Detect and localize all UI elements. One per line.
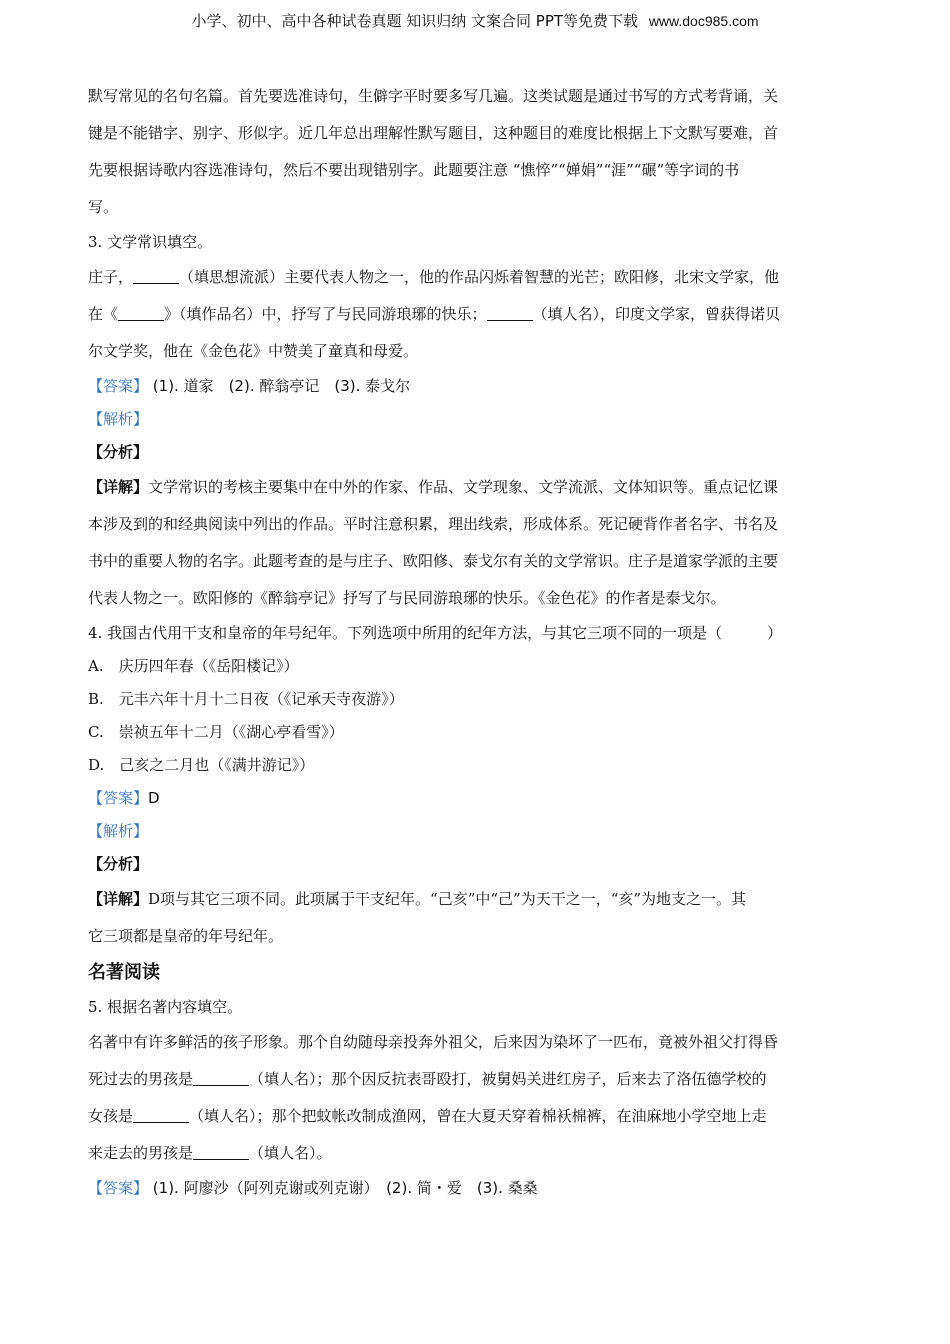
q3-text: （填人名），印度文学家，曾获得诺贝 <box>532 305 781 323</box>
q3-line-3: 尔文学奖，他在《金色花》中赞美了童真和母爱。 <box>88 342 419 360</box>
detail-label: 【详解】 <box>88 890 149 908</box>
page-header <box>0 10 950 31</box>
q5-text: 来走去的男孩是 <box>88 1144 194 1162</box>
header-text: 小学、初中、高中各种试卷真题 知识归纳 文案合同 PPT等免费下载 <box>191 12 639 30</box>
q3-fenxi <box>88 436 868 469</box>
q5-text: （填人名）；那个因反抗表哥殴打，被舅妈关进红房子，后来去了洛伍德学校的 <box>249 1070 767 1088</box>
fenxi-label: 【分析】 <box>88 443 149 461</box>
header-site: www.doc985.com <box>648 13 759 29</box>
q5-line-2 <box>88 1061 868 1098</box>
q5-blank-3 <box>193 1141 249 1160</box>
q3-detail-line: 代表人物之一。欧阳修的《醉翁亭记》抒写了与民同游琅琊的快乐。《金色花》的作者是泰戈尔。 <box>88 589 726 607</box>
q5-line-1: 名著中有许多鲜活的孩子形象。那个自幼随母亲投奔外祖父，后来因为染坏了一匹布，竟被外祖父打得昏 <box>88 1033 779 1051</box>
question-4 <box>88 617 868 955</box>
q4-detail-line: 它三项都是皇帝的年号纪年。 <box>88 927 284 945</box>
answer-text: (1). 道家 (2). 醉翁亭记 (3). 泰戈尔 <box>152 377 411 395</box>
question-5 <box>88 991 868 1205</box>
q3-detail-line: 本涉及到的和经典阅读中列出的作品。平时注意积累，理出线索，形成体系。死记硬背作者名字、书名及 <box>88 515 779 533</box>
detail-label: 【详解】 <box>88 478 149 496</box>
intro-line: 默写常见的名句名篇。首先要选准诗句，生僻字平时要多写几遍。这类试题是通过书写的方式考背诵，关 <box>88 87 779 105</box>
q5-title: 5. 根据名著内容填空。 <box>88 998 243 1016</box>
q4-fenxi <box>88 848 868 881</box>
q5-answer <box>88 1172 868 1205</box>
answer-label: 【答案】 <box>88 1179 149 1197</box>
q3-blank-2 <box>118 302 164 321</box>
answer-label: 【答案】 <box>88 377 149 395</box>
q5-line-4 <box>88 1135 868 1172</box>
q3-line-1 <box>88 259 868 296</box>
q3-text: （填思想流派）主要代表人物之一，他的作品闪烁着智慧的光芒；欧阳修，北宋文学家，他 <box>179 268 780 286</box>
q4-detail-line <box>88 881 868 918</box>
jiexi-label: 【解析】 <box>88 410 149 428</box>
q4-jiexi <box>88 815 868 848</box>
q5-text: 女孩是 <box>88 1107 134 1125</box>
q3-jiexi <box>88 403 868 436</box>
q5-text: （填人名）；那个把蚊帐改制成渔网，曾在大夏天穿着棉袄棉裤，在油麻地小学空地上走 <box>189 1107 767 1125</box>
q3-blank-1 <box>133 265 179 284</box>
q4-option-b: B. 元丰六年十月十二日夜（《记承天寺夜游》） <box>88 690 404 708</box>
detail-text: 文学常识的考核主要集中在中外的作家、作品、文学现象、文学流派、文体知识等。重点记忆课 <box>148 478 779 496</box>
intro-line: 键是不能错字、别字、形似字。近几年总出理解性默写题目，这种题目的难度比根据上下文默写要难，首 <box>88 124 779 142</box>
q3-detail-line <box>88 469 868 506</box>
jiexi-label: 【解析】 <box>88 822 149 840</box>
q4-option-a: A. 庆历四年春（《岳阳楼记》） <box>88 657 299 675</box>
q5-text: （填人名）。 <box>249 1144 332 1162</box>
q3-detail-line: 书中的重要人物的名字。此题考查的是与庄子、欧阳修、泰戈尔有关的文学常识。庄子是道家学派的主要 <box>88 552 779 570</box>
q4-title: 4. 我国古代用干支和皇帝的年号纪年。下列选项中所用的纪年方法，与其它三项不同的一项是（ ） <box>88 624 783 642</box>
q3-text: 》（填作品名）中，抒写了与民同游琅琊的快乐； <box>164 305 487 323</box>
answer-text: D <box>148 789 160 807</box>
intro-line: 写。 <box>88 198 119 216</box>
answer-label: 【答案】 <box>88 789 149 807</box>
q5-blank-2 <box>133 1104 189 1123</box>
q3-answer <box>88 370 868 403</box>
answer-text: (1). 阿廖沙（阿列克谢或列克谢） (2). 简・爱 (3). 桑桑 <box>152 1179 538 1197</box>
q3-text: 庄子， <box>88 268 134 286</box>
detail-text: D项与其它三项不同。此项属于干支纪年。“己亥”中“己”为天干之一，“亥”为地支之一。其 <box>148 890 747 908</box>
q3-line-2 <box>88 296 868 333</box>
q3-text: 在《 <box>88 305 119 323</box>
q4-answer <box>88 782 868 815</box>
intro-line: 先要根据诗歌内容选准诗句，然后不要出现错别字。此题要注意 “憔悴”“婵娟”“涯”“碾”等字词的书 <box>88 161 740 179</box>
fenxi-label: 【分析】 <box>88 855 149 873</box>
q4-option-d: D. 己亥之二月也（《满井游记》） <box>88 756 315 774</box>
document-body <box>88 78 868 1205</box>
q3-blank-3 <box>487 302 533 321</box>
q3-title: 3. 文学常识填空。 <box>88 233 213 251</box>
intro-paragraph <box>88 78 868 226</box>
section-title: 名著阅读 <box>88 962 160 983</box>
q5-blank-1 <box>193 1067 249 1086</box>
q4-option-c: C. 崇祯五年十二月（《湖心亭看雪》） <box>88 723 344 741</box>
question-3 <box>88 226 868 617</box>
q5-text: 死过去的男孩是 <box>88 1070 194 1088</box>
q5-line-3 <box>88 1098 868 1135</box>
